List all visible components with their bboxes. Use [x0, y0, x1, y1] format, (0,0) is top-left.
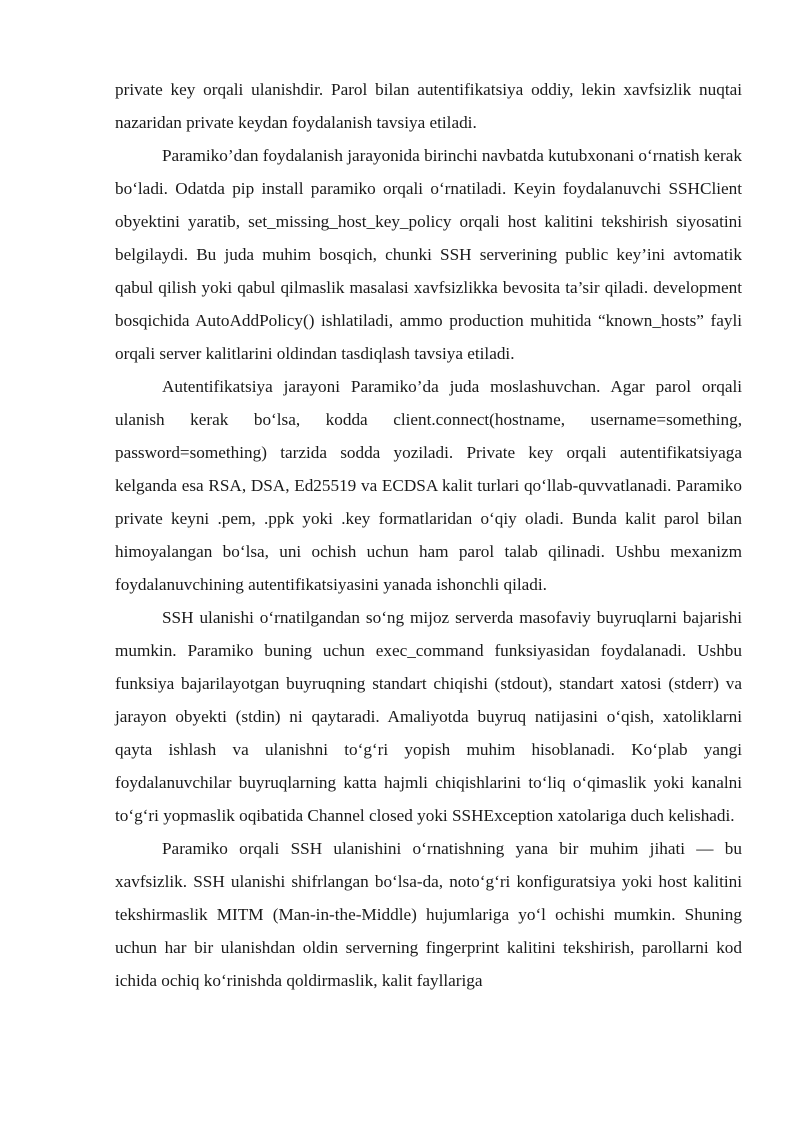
paragraph-5: Paramiko orqali SSH ulanishini o‘rnatishning yana bir muhim jihati — bu xavfsizlik. SSH ulanishi shifrlangan bo‘lsa-da, noto‘g‘ri konfiguratsiya yoki host kalitini tekshirmaslik MITM (Man-in-the-Middle) hujumlariga yo‘l ochishi mumkin. Shuning uchun har bir ulanishdan oldin serverning fingerprint kalitini tekshirish, parollarni kod ichida ochiq ko‘rinishda qoldirmaslik, kalit fayllariga	[115, 839, 742, 990]
paragraph-3: Autentifikatsiya jarayoni Paramiko’da juda moslashuvchan. Agar parol orqali ulanish kerak bo‘lsa, kodda client.connect(hostname, username=something, password=something) tarzida sodda yoziladi. Private key orqali autentifikatsiyaga kelganda esa RSA, DSA, Ed25519 va ECDSA kalit turlari qo‘llab-quvvatlanadi. Paramiko private keyni .pem, .ppk yoki .key formatlaridan o‘qiy oladi. Bunda kalit parol bilan himoyalangan bo‘lsa, uni ochish uchun ham parol talab qilinadi. Ushbu mexanizm foydalanuvchining autentifikatsiyasini yanada ishonchli qiladi.	[115, 377, 742, 594]
document-page	[115, 73, 742, 997]
paragraph-2: Paramiko’dan foydalanish jarayonida birinchi navbatda kutubxonani o‘rnatish kerak bo‘ladi. Odatda pip install paramiko orqali o‘rnatiladi. Keyin foydalanuvchi SSHClient obyektini yaratib, set_missing_host_key_policy orqali host kalitini tekshirish siyosatini belgilaydi. Bu juda muhim bosqich, chunki SSH serverining public key’ini avtomatik qabul qilish yoki qabul qilmaslik masalasi xavfsizlikka bevosita ta’sir qiladi. development bosqichida AutoAddPolicy() ishlatiladi, ammo production muhitida “known_hosts” fayli orqali server kalitlarini oldindan tasdiqlash tavsiya etiladi.	[115, 146, 742, 363]
paragraph-1: private key orqali ulanishdir. Parol bilan autentifikatsiya oddiy, lekin xavfsizlik nuqtai nazaridan private keydan foydalanish tavsiya etiladi.	[115, 80, 742, 132]
paragraph-4: SSH ulanishi o‘rnatilgandan so‘ng mijoz serverda masofaviy buyruqlarni bajarishi mumkin. Paramiko buning uchun exec_command funksiyasidan foydalanadi. Ushbu funksiya bajarilayotgan buyruqning standart chiqishi (stdout), standart xatosi (stderr) va jarayon obyekti (stdin) ni qaytaradi. Amaliyotda buyruq natijasini o‘qish, xatoliklarni qayta ishlash va ulanishni to‘g‘ri yopish muhim hisoblanadi. Ko‘plab yangi foydalanuvchilar buyruqlarning katta hajmli chiqishlarini to‘liq o‘qimaslik yoki kanalni to‘g‘ri yopmaslik oqibatida Channel closed yoki SSHException xatolariga duch kelishadi.	[115, 608, 742, 825]
